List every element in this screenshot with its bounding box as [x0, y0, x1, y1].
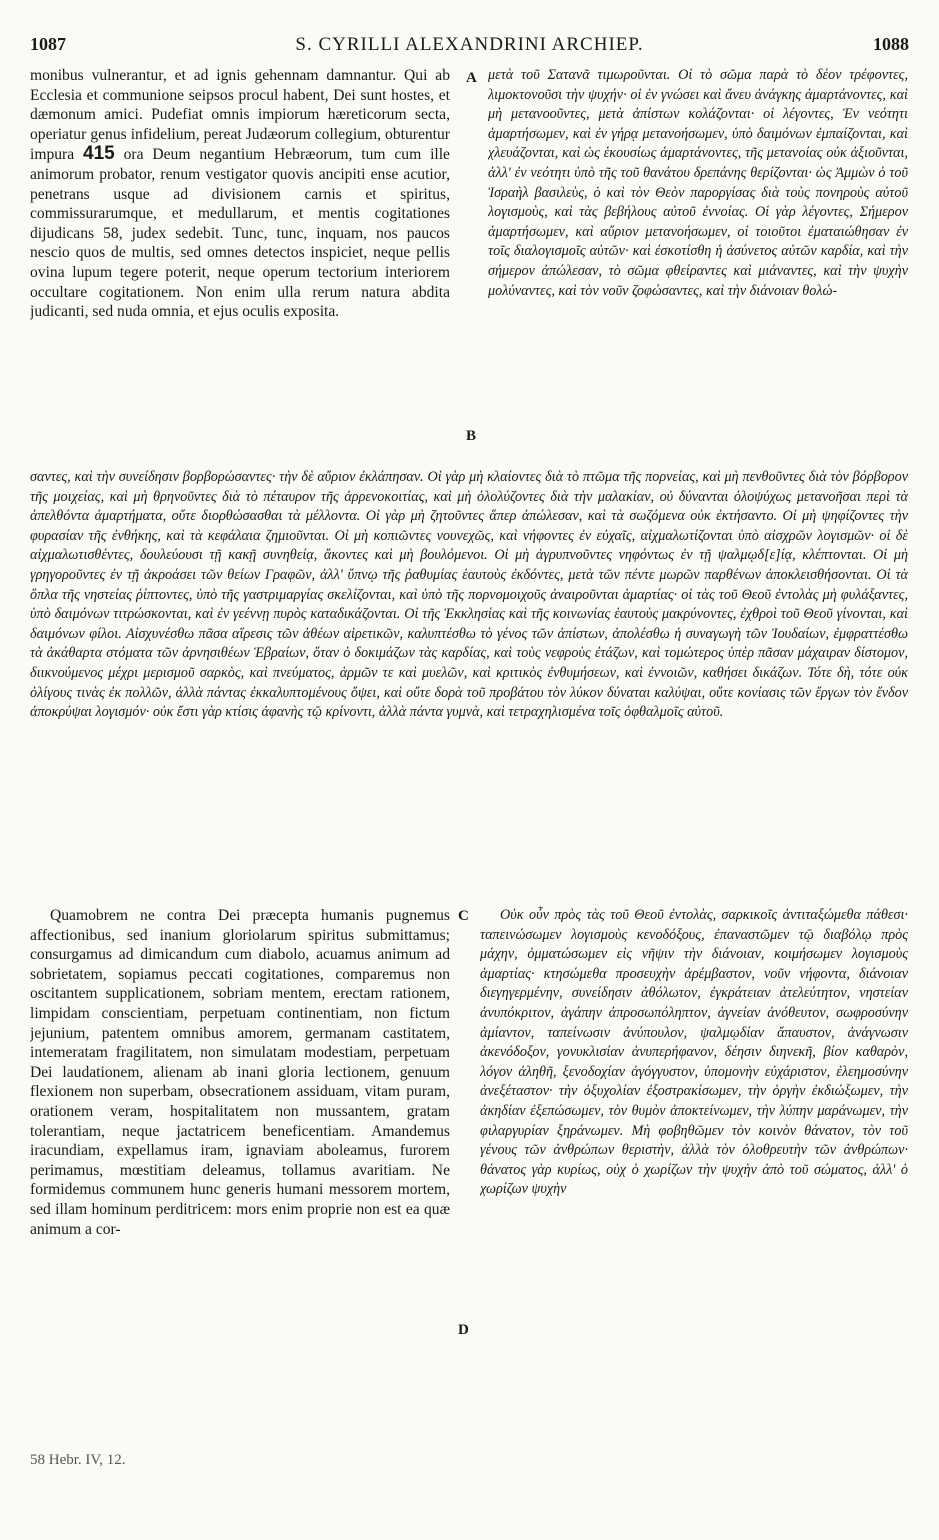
footnote: 58 Hebr. IV, 12.: [30, 1452, 126, 1468]
left-page-number: 1087: [30, 34, 66, 54]
section-marker-c: C: [458, 908, 469, 924]
greek-text-bottom: Οὐκ οὖν πρὸς τὰς τοῦ Θεοῦ ἐντολὰς, σαρκικοῖς ἀντιταξώμεθα πάθεσι· ταπεινώσωμεν λογισμοὺς κενοδόξους, ἐπαναστῶμεν τῷ διαβόλῳ πρὸς μάχην, ὀμματώσωμεν εἰς νῆψιν τὴν διάνοιαν, κοιμήσωμεν λογισμοὺς ἁμαρτίας· κτησώμεθα προσευχὴν ἀρέμβαστον, νοῦν νήφοντα, διάνοιαν διεγηγερμένην, συνείδησιν ἀθόλωτον, ἐγκράτειαν ἀτελεύτητον, νηστείαν ἀνυπόκριτον, ἀγάπην ἀπροσωπόληπτον, ἁγνείαν ἀνόθευτον, σωφροσύνην ἀμίαντον, ταπείνωσιν ἀνύπουλον, ψαλμῳδίαν ἄπαυστον, ἀνάγνωσιν ἀκενόδοξον, γονυκλισίαν ἀνυπερήφανον, δέησιν διηνεκῆ, βίον καθαρὸν, λόγον ἀληθῆ, ξενοδοχίαν ἀγόγγυστον, ὑπομονὴν εὐχάριστον, ἐλεημοσύνην ἀνεξέταστον· τὴν ὀξυχολίαν ἐξοστρακίσωμεν, τὴν ὀργὴν ἐκδιώξωμεν, τὴν ἀκηδίαν ἐξεπώσωμεν, τὸν θυμὸν ἀποκτείνωμεν, τὴν λύπην μαράνωμεν, τὴν φιλαργυρίαν ξηράνωμεν. Μὴ φοβηθῶμεν τὸν κοινὸν θάνατον, τὸν τοῦ γένους τῶν ἀνθρώπων θεριστὴν, ἀλλὰ τὸν ὀλοθρευτὴν τῶν ἀνθρώπων· θάνατος γὰρ κυρίως, οὐχ ὁ χωρίζων τὴν ψυχὴν ἀπὸ τοῦ σώματος, ἀλλ' ὁ χωρίζων ψυχὴν: [480, 907, 908, 1198]
greek-full-width: [30, 468, 908, 902]
right-page-number: 1088: [872, 34, 909, 54]
section-marker-d: D: [458, 1322, 469, 1338]
greek-column-top: [488, 66, 908, 470]
section-marker-a: A: [466, 70, 477, 86]
greek-text-top: μετὰ τοῦ Σατανᾶ τιμωροῦνται. Οἱ τὸ σῶμα παρὰ τὸ δέον τρέφοντες, λιμοκτονοῦσι τὴν ψυχήν· οἱ ἐν γνώσει καὶ ἄνευ ἀνάγκης ἁμαρτάνοντες, καὶ μὴ μετανοοῦντες, μετὰ ἀπίστων κολάζονται· οἱ λέγοντες, Ἐν νεότητι ἁμαρτήσωμεν, καὶ ἐν γήρᾳ μετανοήσωμεν, ὑπὸ δαιμόνων ἐμπαίζονται, καὶ χλευάζονται, καὶ ὡς ἑκουσίως ἁμαρτάνοντες, τῆς μετανοίας οὐκ ἀξιοῦνται, ἀλλ' ἐν νεότητι ὑπὸ τῆς τοῦ θανάτου δρεπάνης θερίζονται· ὡς Ἀμμὼν ὁ τοῦ Ἰσραὴλ βασιλεὺς, ὁ καὶ τὸν Θεὸν παροργίσας διὰ τοὺς πονηροὺς αὐτοῦ λογισμοὺς, καὶ τὰς βεβήλους αὐτοῦ ἐννοίας. Οἱ γὰρ λέγοντες, Σήμερον ἁμαρτήσωμεν, καὶ αὔριον μετανοήσωμεν, οἱ τοιοῦτοι ἐματαιώθησαν ἐν τοῖς διαλογισμοῖς αὐτῶν· καὶ ἐσκοτίσθη ἡ ἀσύνετος αὐτῶν καρδία, καὶ τὴν σήμερον ἀπώλεσαν, τὸ σῶμα φθείραντες καὶ μιάναντες, καὶ τὴν ψυχὴν μολύναντες, καὶ τὸν νοῦν ζοφώσαντες, καὶ τὴν διάνοιαν θολώ-: [488, 67, 908, 299]
column-number: 415: [83, 143, 115, 165]
section-marker-b: B: [466, 428, 477, 444]
greek-text-full: σαντες, καὶ τὴν συνείδησιν βορβορώσαντες· τὴν δὲ αὔριον ἐκλάπησαν. Οἱ γὰρ μὴ κλαίοντες διὰ τὸ πτῶμα τῆς πορνείας, καὶ μὴ πενθοῦντες διὰ τὸν βόρβορον τῆς μοιχείας, καὶ μὴ θρηνοῦντες διὰ τὸ πέταυρον τῆς ἀρρενοκοιτίας, καὶ μὴ ὀλολύζοντες διὰ τὴν μαλακίαν, οὐ δύνανται ὀλοψύχως μετανοῆσαι περὶ τὰ ἀπελθόντα ἁμαρτήματα, οὔτε διορθώσασθαι τὰ μέλλοντα. Οἱ γὰρ μὴ ζητοῦντες ἅπερ ἀπώλεσαν, καὶ τὰ σωζόμενα οὐκ ἐκτήσαντο. Οἱ μὴ ψηφίζοντες τὴν φυρασίαν τῆς ἐνθήκης, καὶ τὰ κεφάλαια ζημιοῦνται. Οἱ μὴ κοπιῶντες νουνεχῶς, καὶ νήφοντες ἐν εὐχαῖς, αἰχμαλωτίζονται ὑπὸ αἰσχρῶν λογισμῶν· οἱ δὲ αἰχμαλωτισθέντες, δουλεύουσι τῇ κακῇ συνηθείᾳ, ἄκοντες καὶ μὴ βουλόμενοι. Οἱ μὴ ἀγρυπνοῦντες νηφόντως ἐν τῇ ψαλμῳδ[ε]ίᾳ, κλέπτονται. Οἱ μὴ γρηγοροῦντες ἐν τῇ ἀκροάσει τῶν θείων Γραφῶν, ἀλλ' ὕπνῳ τῆς ῥαθυμίας ἑαυτοὺς ἐκδόντες, μετὰ τῶν πέντε μωρῶν παρθένων ἀποκλεισθήσονται. Οἱ τὰ ὅπλα τῆς νηστείας ῥίπτοντες, ὑπὸ τῆς γαστριμαργίας σκελίζονται, καὶ ὑπὸ τῆς πορνομοιχοῦς ἀναιροῦνται ἁμαρτίας· οἱ τὰς τοῦ Θεοῦ ἐντολὰς μὴ φυλάξαντες, ὑπὸ δαιμόνων τιτρώσκονται, καὶ ἐν γεέννῃ πυρὸς καταδικάζονται. Οἱ τῆς Ἐκκλησίας καὶ τῆς κοινωνίας ἑαυτοὺς μακρύνοντες, ἐχθροὶ τοῦ Θεοῦ γίνονται, καὶ δαιμόνων φίλοι. Αἰσχυνέσθω πᾶσα αἵρεσις τῶν ἀθέων αἱρετικῶν, καλυπτέσθω τὸ γένος τῶν ἀπίστων, ἀπολέσθω ἡ συναγωγὴ τῶν Ἰουδαίων, ἐμφραττέσθω τὰ ἀκάθαρτα στόματα τῶν ἀρνησιθέων Ἑβραίων, ὅταν ὁ δοκιμάζων τὰς καρδίας, καὶ τοὺς νεφροὺς ἐτάζων, καὶ τομώτερος ὑπὲρ πᾶσαν μάχαιραν δίστομον, διικνούμενος μέχρι μερισμοῦ σαρκὸς, καὶ πνεύματος, ἁρμῶν τε καὶ μυελῶν, καὶ κριτικὸς ἐνθυμήσεων, καὶ ἐννοιῶν, καθήσει δικάζων. Τότε δὴ, τότε οὐκ ὀλίγους τινὰς ἐκ πολλῶν, ἀλλὰ πάντας ἐκκαλυπτομένους ὄψει, καὶ οὔτε δορὰ τοῦ προβάτου τὸν λύκον δύναται καλύψαι, οὔτε κονίασις τῶν ἔργων τὸν ἔνδον ἀποκρύψαι λογισμόν· οὐκ ἔστι γὰρ κτίσις ἀφανὴς τῷ κρίνοντι, ἀλλὰ πάντα γυμνὰ, καὶ τετραχηλισμένα τοῖς ὀφθαλμοῖς αὐτοῦ.: [30, 469, 908, 721]
page-header: [30, 34, 909, 60]
latin-text-part1: monibus vulnerantur, et ad ignis gehennam damnantur. Qui ab Ecclesia et communione seipsos procul habent, Dei sunt hostes, et dæmonum amici. Pudefiat omnis impiorum hæreticorum secta, operiatur genus infidelium, pereat Judæorum collegium, obturentur impura: [30, 67, 450, 164]
latin-column-top: [30, 66, 450, 470]
greek-column-bottom: [480, 906, 908, 1426]
latin-text-bottom: Quamobrem ne contra Dei præcepta humanis pugnemus affectionibus, sed inanium gloriolarum spiritus submittamus; consurgamus ad dimicandum cum diabolo, acuamus animum ad sobrietatem, sopiamus peccati cogitationes, comparemus non oscitantem supplicationem, sobriam mentem, erectam rationem, limpidam conscientiam, perpetuam continentiam, non fictum jejunium, patentem omnibus amorem, germanam castitatem, intemeratam fragilitatem, non simulatam modestiam, perpetuam Dei laudationem, alienam ab inani gloria lectionem, genuum flexionem non superbam, obsecrationem assiduam, vitam puram, orationem veram, hospitalitatem non mussantem, gratam tolerantiam, neque jactatricem beneficentiam. Amandemus iracundiam, expellamus iram, ignaviam aboleamus, furorem perimamus, mœstitiam deleamus, tollamus avaritiam. Ne formidemus communem hunc generis humani messorem mortem, sed illam hominum perditricem: mors enim proprie non est ea quæ animum a cor-: [30, 907, 450, 1238]
latin-text-part2: ora Deum negantium Hebræorum, tum cum ille animorum probator, renum vestigator quovis ancipiti ense acutior, penetrans usque ad divisionem carnis et spiritus, commissurarumque, et medullarum, et mentis cogitationes dijudicans 58, judex sedebit. Tunc, tunc, inquam, nos paucos nescio quos de multis, sed omnes detectos inspiciet, neque pellis ovina lupum tegere poterit, neque operum tectorium interiorem occultare cogitationem. Non enim ulla rerum natura abdita judicanti, sed nuda omnia, et ejus oculis exposita.: [30, 146, 450, 321]
latin-column-bottom: [30, 906, 450, 1426]
running-title: S. CYRILLI ALEXANDRINI ARCHIEP.: [295, 34, 644, 55]
